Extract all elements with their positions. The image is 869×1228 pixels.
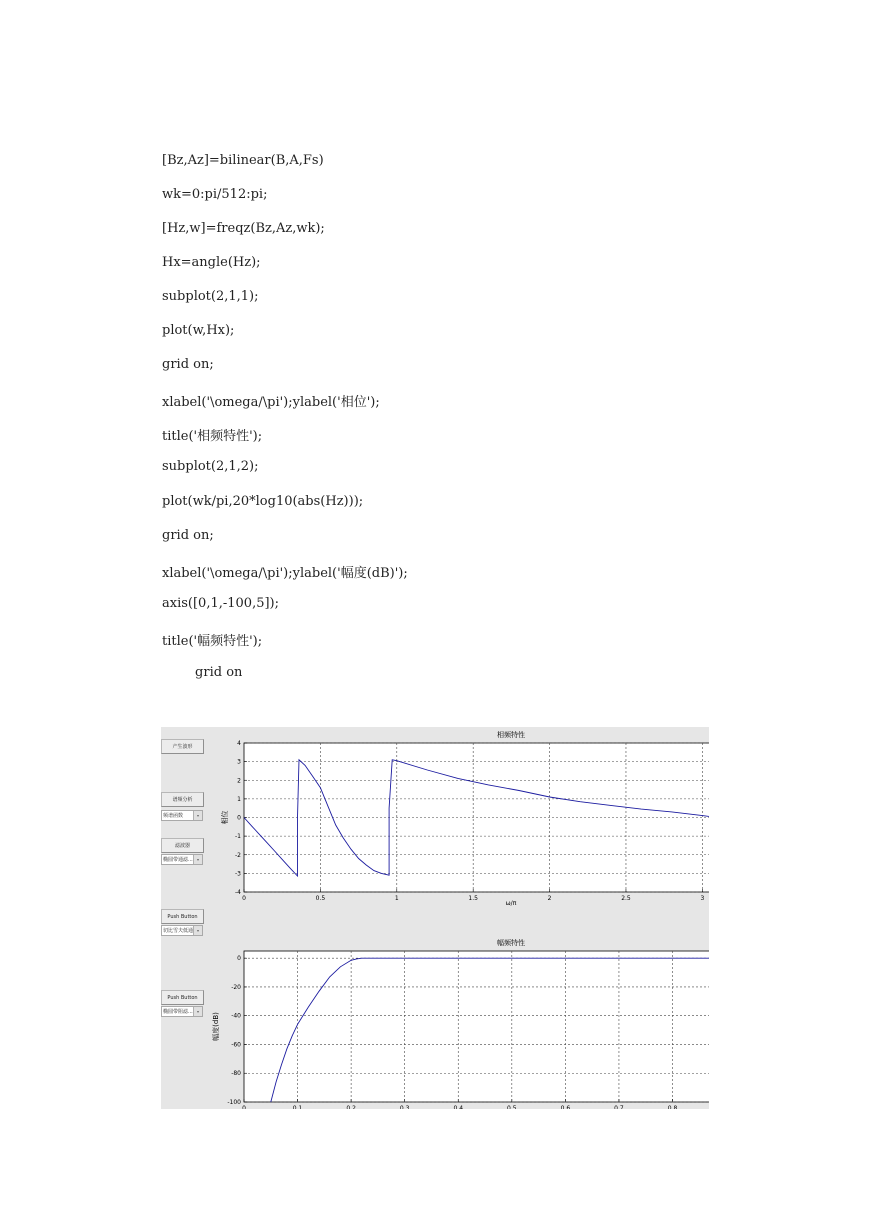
bandstop-select-value: 椭圆带阻滤... [163,1009,193,1015]
code-line: grid on; [162,528,214,543]
chevron-down-icon: ▾ [193,926,202,935]
y-tick-label: -4 [235,889,241,896]
x-tick-label: 0.5 [507,1105,517,1109]
push-button-2[interactable]: Push Button [161,990,204,1005]
spectrum-analysis-button[interactable]: 谱频分析 [161,792,204,807]
chevron-down-icon: ▾ [193,855,202,864]
x-tick-label: 0.2 [346,1105,356,1109]
y-tick-label: -40 [231,1012,241,1020]
filter-select-value: 椭圆带通滤... [163,857,193,863]
code-line: subplot(2,1,1); [162,289,259,304]
x-tick-label: 3 [700,895,705,902]
y-tick-label: -3 [235,870,241,878]
spectrum-select-value: 频谱函数 [163,813,184,819]
code-line: title('相频特性'); [162,429,263,444]
y-tick-label: -2 [235,851,241,859]
y-tick-label: 1 [237,795,241,803]
chart-title: 相频特性 [497,731,525,739]
axes-box [244,951,709,1102]
y-tick-label: -80 [231,1070,241,1078]
y-tick-label: 3 [237,758,241,766]
chevron-down-icon: ▾ [193,811,202,820]
x-tick-label: 0.8 [667,1105,678,1109]
x-tick-label: 0.6 [560,1105,571,1109]
x-tick-label: 0.3 [399,1105,410,1109]
code-line: [Hz,w]=freqz(Bz,Az,wk); [162,221,325,236]
y-tick-label: -20 [231,983,241,991]
y-axis-label: 幅度(dB) [212,1012,220,1041]
x-tick-label: 1 [394,895,399,902]
plot-area [161,727,709,1109]
code-line: wk=0:pi/512:pi; [162,187,268,202]
y-tick-label: 0 [237,814,241,822]
x-tick-label: 0 [242,1105,246,1109]
y-axis-label: 相位 [221,810,229,825]
y-tick-label: 2 [237,777,241,785]
code-line: title('幅频特性'); [162,634,263,649]
x-axis-label: ω/π [505,900,517,907]
code-line: plot(wk/pi,20*log10(abs(Hz))); [162,494,364,509]
chart-title: 幅频特性 [497,939,525,947]
y-tick-label: -1 [235,833,241,841]
filter-button[interactable]: 滤波器 [161,838,204,853]
push-button-1[interactable]: Push Button [161,909,204,924]
x-tick-label: 2.5 [621,895,631,902]
code-line: grid on [162,665,243,680]
y-tick-label: -60 [231,1041,241,1049]
y-tick-label: 0 [237,955,241,963]
x-tick-label: 0.5 [315,895,326,902]
code-line: xlabel('\omega/\pi');ylabel('相位'); [162,395,380,410]
y-tick-label: 4 [237,740,241,747]
y-tick-label: -100 [227,1099,241,1106]
code-line: xlabel('\omega/\pi');ylabel('幅度(dB)'); [162,566,408,581]
code-line: axis([0,1,-100,5]); [162,596,279,611]
x-tick-label: 0.4 [453,1105,464,1109]
code-line: [Bz,Az]=bilinear(B,A,Fs) [162,153,324,168]
generate-waveform-button[interactable]: 产生波形 [161,739,204,754]
x-tick-label: 0.1 [292,1105,303,1109]
code-line: plot(w,Hx); [162,323,235,338]
x-tick-label: 0.7 [614,1105,624,1109]
matlab-figure-window [161,727,709,1109]
x-tick-label: 0 [242,895,246,902]
code-line: Hx=angle(Hz); [162,255,261,270]
chevron-down-icon: ▾ [193,1007,202,1016]
x-tick-label: 1.5 [468,895,478,902]
code-line: subplot(2,1,2); [162,459,259,474]
code-line: grid on; [162,357,214,372]
x-tick-label: 2 [547,895,552,902]
lowpass-select-value: 切比雪夫低通 [163,928,194,934]
